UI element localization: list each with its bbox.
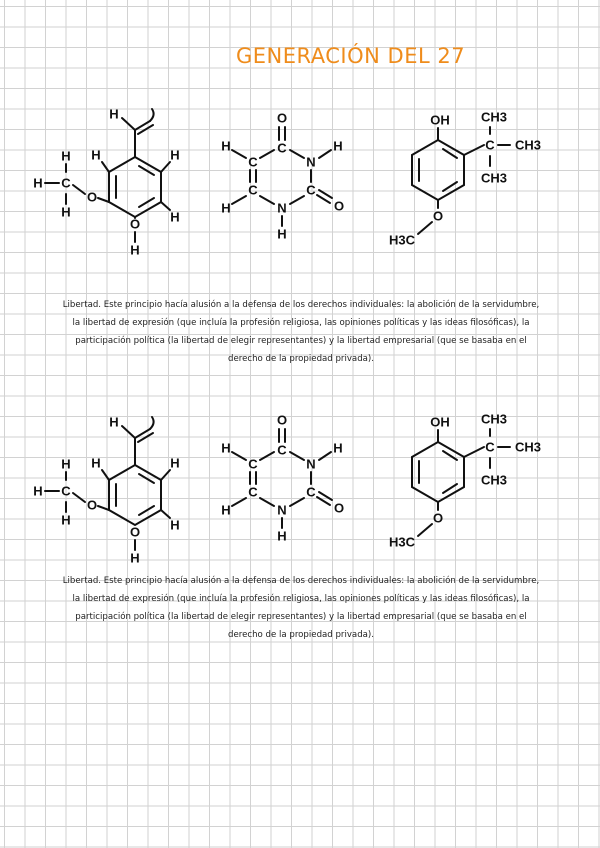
- bha-ch3-top: CH3: [480, 109, 508, 125]
- methyl-h-left: H: [33, 175, 43, 191]
- uracil-c-right: C: [306, 182, 316, 198]
- bha-o: O: [432, 510, 444, 526]
- uracil-structure: [218, 110, 353, 250]
- uracil-c-top: C: [277, 140, 287, 156]
- methyl-h-top: H: [61, 148, 71, 164]
- vanillin-structure-2: [28, 408, 198, 568]
- uracil-h-left-bottom: H: [221, 502, 231, 518]
- methyl-h-bottom: H: [61, 204, 71, 220]
- aldehyde-h: H: [109, 414, 119, 430]
- paragraph-2: Libertad. Este principio hacía alusión a la defensa de los derechos individuales: la abolición de la servidumbre, la libertad de expresión (que incluía la profesión religiosa, las opiniones políticas y las ideas filosóficas), la participación política (la libertad de elegir representantes) y la libertad empresarial (que se basaba en el derecho de la propiedad privada).: [62, 576, 540, 640]
- methyl-c: C: [61, 483, 71, 499]
- methyl-h-bottom: H: [61, 512, 71, 528]
- oh-o: O: [129, 524, 141, 540]
- bha-ch3-right: CH3: [514, 137, 542, 153]
- bha-ch3-bottom: CH3: [480, 472, 508, 488]
- ring-h-right-bottom: H: [170, 209, 180, 225]
- methyl-c: C: [61, 175, 71, 191]
- bha-oh: OH: [430, 414, 450, 430]
- uracil-structure-2: [218, 412, 353, 552]
- uracil-o-right: O: [333, 198, 345, 214]
- uracil-h-n-bottom: H: [277, 528, 287, 544]
- uracil-o-top: O: [276, 110, 288, 126]
- ring-h-right-top: H: [170, 455, 180, 471]
- uracil-h-left-top: H: [221, 440, 231, 456]
- methoxy-o: O: [86, 189, 98, 205]
- uracil-c-top: C: [277, 442, 287, 458]
- vanillin-structure: [28, 100, 198, 260]
- bha-h3c: H3C: [388, 534, 416, 550]
- uracil-h-left-bottom: H: [221, 200, 231, 216]
- bha-ch3-bottom: CH3: [480, 170, 508, 186]
- bha-structure: [380, 100, 550, 260]
- bha-h3c: H3C: [388, 232, 416, 248]
- ring-h-left: H: [91, 147, 101, 163]
- uracil-c-left-bottom: C: [248, 182, 258, 198]
- uracil-h-left-top: H: [221, 138, 231, 154]
- uracil-c-left-top: C: [248, 154, 258, 170]
- uracil-o-top: O: [276, 412, 288, 428]
- oh-h: H: [130, 550, 140, 566]
- bha-ch3-right: CH3: [514, 439, 542, 455]
- bha-oh: OH: [430, 112, 450, 128]
- uracil-n-right: N: [306, 456, 316, 472]
- uracil-c-left-top: C: [248, 456, 258, 472]
- uracil-h-n-right: H: [333, 138, 343, 154]
- uracil-o-right: O: [333, 500, 345, 516]
- bha-c: C: [485, 137, 495, 153]
- uracil-c-left-bottom: C: [248, 484, 258, 500]
- uracil-h-n-bottom: H: [277, 226, 287, 242]
- methoxy-o: O: [86, 497, 98, 513]
- uracil-h-n-right: H: [333, 440, 343, 456]
- bha-structure-2: [380, 402, 550, 562]
- aldehyde-h: H: [109, 106, 119, 122]
- page-title: GENERACIÓN DEL 27: [236, 44, 466, 68]
- paragraph-1: Libertad. Este principio hacía alusión a la defensa de los derechos individuales: la abolición de la servidumbre, la libertad de expresión (que incluía la profesión religiosa, las opiniones políticas y las ideas filosóficas), la participación política (la libertad de elegir representantes) y la libertad empresarial (que se basaba en el derecho de la propiedad privada).: [62, 300, 540, 364]
- methyl-h-left: H: [33, 483, 43, 499]
- oh-h: H: [130, 242, 140, 258]
- uracil-n-bottom: N: [277, 502, 287, 518]
- oh-o: O: [129, 216, 141, 232]
- bha-o: O: [432, 208, 444, 224]
- ring-h-right-bottom: H: [170, 517, 180, 533]
- bha-ch3-top: CH3: [480, 411, 508, 427]
- ring-h-left: H: [91, 455, 101, 471]
- uracil-n-right: N: [306, 154, 316, 170]
- ring-h-right-top: H: [170, 147, 180, 163]
- methyl-h-top: H: [61, 456, 71, 472]
- uracil-n-bottom: N: [277, 200, 287, 216]
- uracil-c-right: C: [306, 484, 316, 500]
- bha-c: C: [485, 439, 495, 455]
